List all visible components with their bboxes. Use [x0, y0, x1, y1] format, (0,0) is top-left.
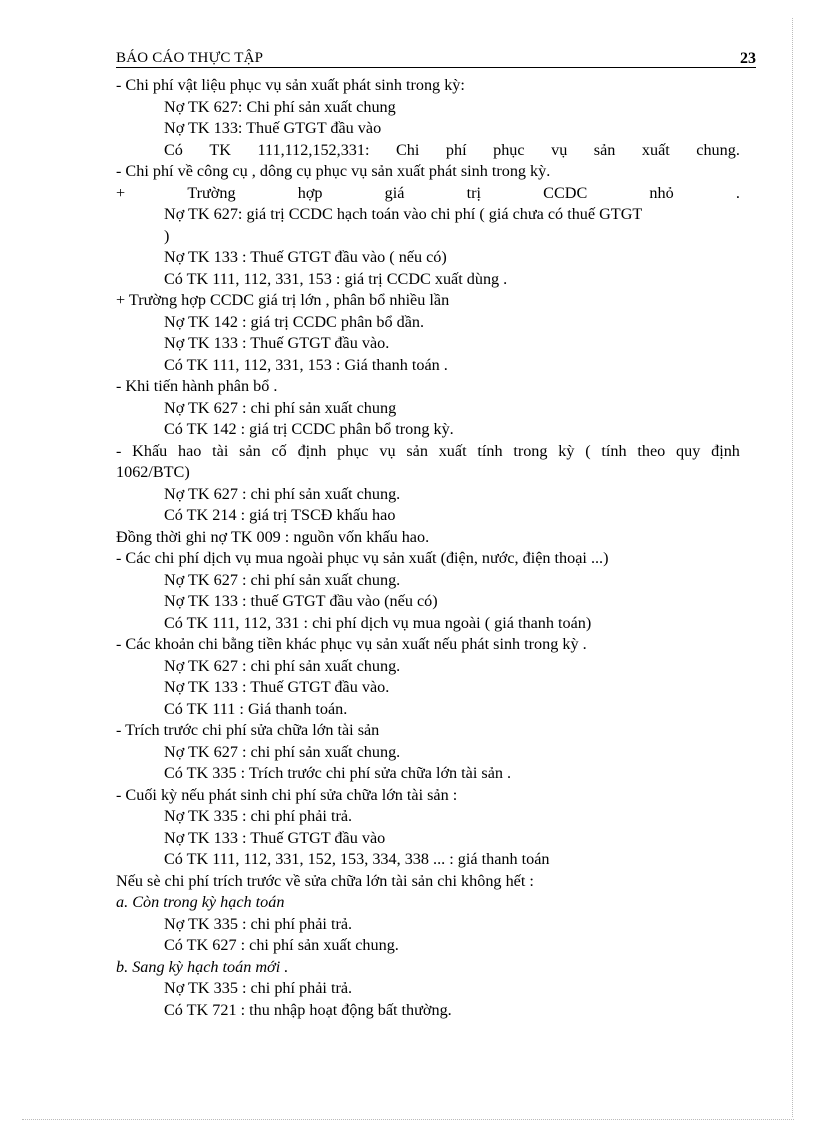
word: định: [297, 441, 327, 460]
word: cố: [271, 441, 287, 460]
entry-line: ): [164, 226, 170, 245]
justified-entry-line: [116, 140, 740, 162]
text-line: - Khi tiến hành phân bổ .: [116, 377, 278, 395]
entry-line: Nợ TK 133 : thuế GTGT đầu vào (nếu có): [164, 592, 438, 610]
text-line: Nếu sè chi phí trích trước về sửa chữa lớn tài sản chi không hết :: [116, 871, 534, 890]
word: theo: [637, 441, 666, 460]
entry-line: Nợ TK 133 : Thuế GTGT đầu vào: [164, 828, 386, 847]
entry-line: Nợ TK 627 : chi phí sản xuất chung.: [164, 484, 401, 503]
word: xuất: [438, 441, 467, 460]
word: Trường: [187, 183, 236, 202]
word: nhỏ: [649, 183, 674, 202]
word: xuất: [641, 140, 670, 159]
entry-line: Nợ TK 335 : chi phí phải trả.: [164, 807, 353, 825]
entry-line: Có TK 214 : giá trị TSCĐ khấu hao: [164, 506, 396, 524]
word: sản: [406, 441, 428, 460]
justified-text-line: [116, 183, 740, 205]
right-dotted-border: [792, 18, 793, 1117]
entry-line: Nợ TK 627 : chi phí sản xuất chung: [164, 398, 397, 417]
word: +: [116, 183, 126, 202]
word: phục: [337, 441, 369, 460]
word: CCDC: [543, 183, 588, 202]
word: TK: [209, 140, 231, 159]
text-line: 1062/BTC): [116, 463, 190, 481]
word: định: [711, 441, 740, 460]
entry-line: Có TK 111, 112, 331, 153 : giá trị CCDC xuất dùng .: [164, 269, 508, 288]
italic-subheading: a. Còn trong kỳ hạch toán: [116, 893, 285, 911]
word: vụ: [379, 441, 396, 460]
document-body: [116, 75, 740, 1021]
word: giá: [384, 183, 405, 202]
entry-line: Nợ TK 133: Thuế GTGT đầu vào: [164, 119, 382, 137]
entry-line: Có TK 111, 112, 331, 153 : Giá thanh toán .: [164, 355, 448, 374]
text-line: Đồng thời ghi nợ TK 009 : nguồn vốn khấu hao.: [116, 527, 430, 546]
entry-line: Có TK 335 : Trích trước chi phí sửa chữa lớn tài sản .: [164, 764, 512, 782]
entry-line: Nợ TK 335 : chi phí phải trả.: [164, 979, 353, 997]
word: -: [116, 441, 122, 460]
word: trong: [513, 441, 548, 460]
word: sản: [593, 140, 616, 159]
entry-line: Nợ TK 133 : Thuế GTGT đầu vào.: [164, 334, 390, 352]
word: tính: [477, 441, 503, 460]
entry-line: Có TK 142 : giá trị CCDC phân bổ trong kỳ.: [164, 420, 454, 438]
word: hao: [178, 441, 202, 460]
bottom-dotted-border: [22, 1119, 794, 1120]
text-line: + Trường hợp CCDC giá trị lớn , phân bổ nhiều lần: [116, 291, 450, 309]
justified-text-line: [116, 441, 740, 463]
header-rule: [116, 67, 756, 68]
entry-line: Nợ TK 627: giá trị CCDC hạch toán vào chi phí ( giá chưa có thuế GTGT: [164, 205, 643, 223]
text-line: - Trích trước chi phí sửa chữa lớn tài sản: [116, 721, 380, 739]
word: sản: [239, 441, 261, 460]
word: phí: [445, 140, 467, 159]
entry-line: Nợ TK 142 : giá trị CCDC phân bổ dần.: [164, 312, 425, 331]
entry-line: Có TK 111, 112, 331, 152, 153, 334, 338 ... : giá thanh toán: [164, 850, 550, 868]
entry-line: Nợ TK 627 : chi phí sản xuất chung.: [164, 742, 401, 761]
entry-line: Nợ TK 627: Chi phí sản xuất chung: [164, 97, 396, 116]
italic-subheading: b. Sang kỳ hạch toán mới .: [116, 957, 289, 976]
page-number: 23: [740, 50, 756, 67]
text-line: - Cuối kỳ nếu phát sinh chi phí sửa chữa lớn tài sản :: [116, 785, 458, 804]
word: Khấu: [132, 441, 168, 460]
entry-line: Có TK 627 : chi phí sản xuất chung.: [164, 936, 399, 954]
word: quy: [676, 441, 701, 460]
entry-line: Nợ TK 627 : chi phí sản xuất chung.: [164, 570, 401, 589]
text-line: - Các chi phí dịch vụ mua ngoài phục vụ sản xuất (điện, nước, điện thoại ...): [116, 549, 609, 567]
text-line: - Chi phí vật liệu phục vụ sản xuất phát sinh trong kỳ:: [116, 76, 465, 94]
report-title: BÁO CÁO THỰC TẬP: [116, 50, 264, 66]
entry-line: Có TK 111, 112, 331 : chi phí dịch vụ mua ngoài ( giá thanh toán): [164, 613, 592, 632]
word: Có: [164, 140, 183, 159]
word: trị: [466, 183, 481, 202]
entry-line: Nợ TK 335 : chi phí phải trả.: [164, 914, 353, 933]
word: 111,112,152,331:: [257, 140, 370, 159]
word: tài: [212, 441, 229, 460]
word: vụ: [551, 140, 568, 159]
word: .: [735, 183, 740, 202]
word: Chi: [396, 140, 420, 159]
word: chung.: [696, 140, 740, 159]
entry-line: Nợ TK 133 : Thuế GTGT đầu vào.: [164, 678, 390, 696]
word: kỳ: [558, 441, 575, 460]
entry-line: Nợ TK 133 : Thuế GTGT đầu vào ( nếu có): [164, 248, 447, 266]
text-line: - Các khoản chi bằng tiền khác phục vụ sản xuất nếu phát sinh trong kỳ .: [116, 635, 587, 653]
word: (: [585, 441, 591, 460]
word: hợp: [297, 183, 323, 202]
entry-line: Có TK 111 : Giá thanh toán.: [164, 699, 348, 718]
entry-line: Có TK 721 : thu nhập hoạt động bất thường.: [164, 1000, 452, 1019]
page-header: [116, 48, 756, 68]
text-line: - Chi phí về công cụ , dông cụ phục vụ sản xuất phát sinh trong kỳ.: [116, 162, 551, 180]
word: tính: [601, 441, 627, 460]
word: phục: [493, 140, 525, 159]
entry-line: Nợ TK 627 : chi phí sản xuất chung.: [164, 656, 401, 675]
